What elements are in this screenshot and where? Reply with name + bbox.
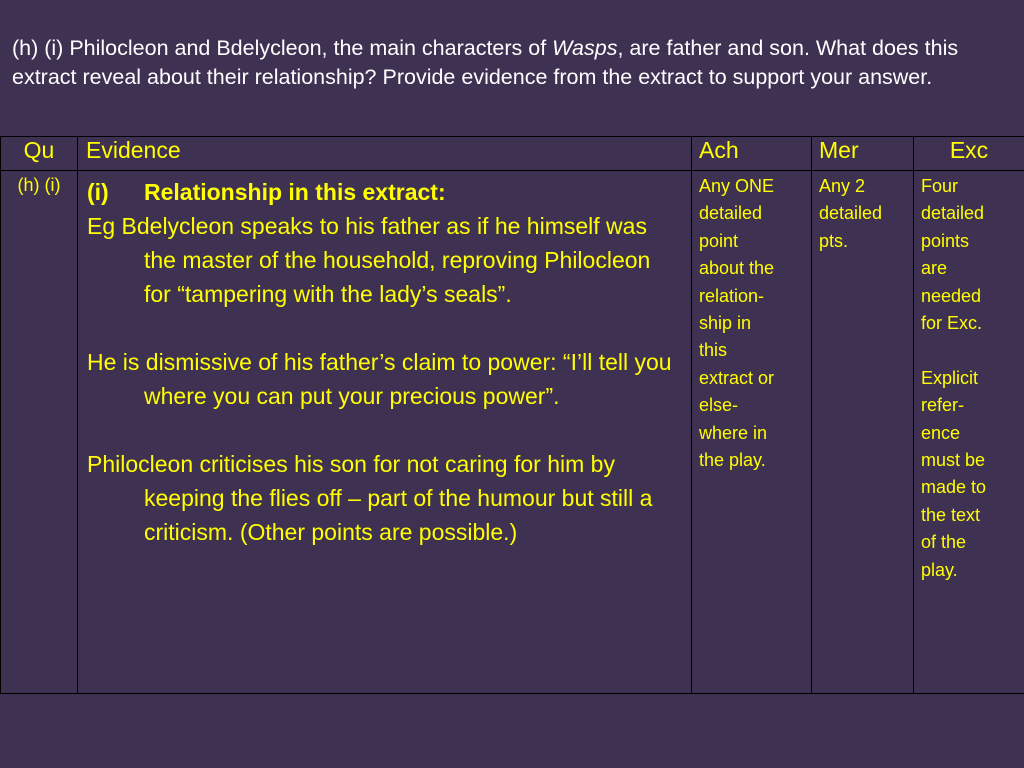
- header-mer: Mer: [812, 137, 914, 171]
- table-row: [1, 171, 1024, 694]
- ach-line: extract or: [699, 367, 775, 388]
- exc-line: Four: [921, 176, 959, 196]
- qu-cell: (h) (i): [1, 171, 78, 694]
- exc-line: for Exc.: [921, 313, 983, 334]
- question-text: [12, 34, 1017, 92]
- ach-line: detailed: [699, 203, 763, 224]
- ach-line: else-: [699, 395, 739, 416]
- evidence-cell: [78, 171, 692, 694]
- header-qu: Qu: [1, 137, 78, 171]
- ach-line: where in: [699, 422, 768, 443]
- ach-cell: [692, 171, 812, 694]
- exc-line: the text: [921, 504, 981, 525]
- evidence-paragraph: He is dismissive of his father’s claim to power: “I’ll tell you where you can put your precious power”.: [87, 349, 672, 409]
- ach-line: ship in: [699, 313, 752, 334]
- exc-line: detailed: [921, 203, 985, 224]
- mer-line: detailed: [819, 203, 883, 224]
- ach-line: about the: [699, 258, 775, 279]
- exc-line: needed: [921, 285, 982, 306]
- ach-line: this: [699, 340, 728, 361]
- ach-line: Any ONE: [699, 176, 775, 196]
- exc-line: are: [921, 258, 948, 279]
- evidence-paragraph: Philocleon criticises his son for not caring for him by keeping the flies off – part of the humour but still a criticism. (Other points are possible.): [87, 451, 653, 545]
- mer-line: Any 2: [819, 176, 866, 196]
- mark-scheme-table: [0, 136, 1024, 694]
- header-row: [1, 137, 1024, 171]
- header-exc: Exc: [914, 137, 1024, 171]
- exc-line: must be: [921, 450, 986, 471]
- mer-cell: [812, 171, 914, 694]
- exc-line: refer-: [921, 395, 965, 416]
- evidence-heading: [87, 175, 681, 209]
- header-evidence: Evidence: [78, 137, 692, 171]
- exc-line: points: [921, 230, 970, 251]
- exc-line: play.: [921, 559, 958, 580]
- play-title: Wasps: [552, 36, 618, 60]
- ach-line: the play.: [699, 450, 766, 471]
- exc-line: of the: [921, 532, 967, 553]
- exc-line: Explicit: [921, 367, 979, 388]
- question-prefix: (h) (i) Philocleon and Bdelycleon, the main characters of: [12, 36, 553, 60]
- header-ach: Ach: [692, 137, 812, 171]
- mer-line: pts.: [819, 230, 849, 251]
- exc-cell: [914, 171, 1024, 694]
- ach-line: relation-: [699, 285, 765, 306]
- ach-line: point: [699, 230, 739, 251]
- evidence-heading-text: Relationship in this extract:: [144, 179, 446, 205]
- exc-line: ence: [921, 422, 961, 443]
- exc-line: made to: [921, 477, 987, 498]
- question-suffix: , are father and son. What does this extract reveal about their relationship? Provide evidence from the extract to support your answer.: [12, 36, 959, 89]
- evidence-paragraph: Eg Bdelycleon speaks to his father as if he himself was the master of the household, reproving Philocleon for “tampering with the lady’s seals”.: [87, 213, 651, 307]
- evidence-heading-number: (i): [87, 179, 109, 205]
